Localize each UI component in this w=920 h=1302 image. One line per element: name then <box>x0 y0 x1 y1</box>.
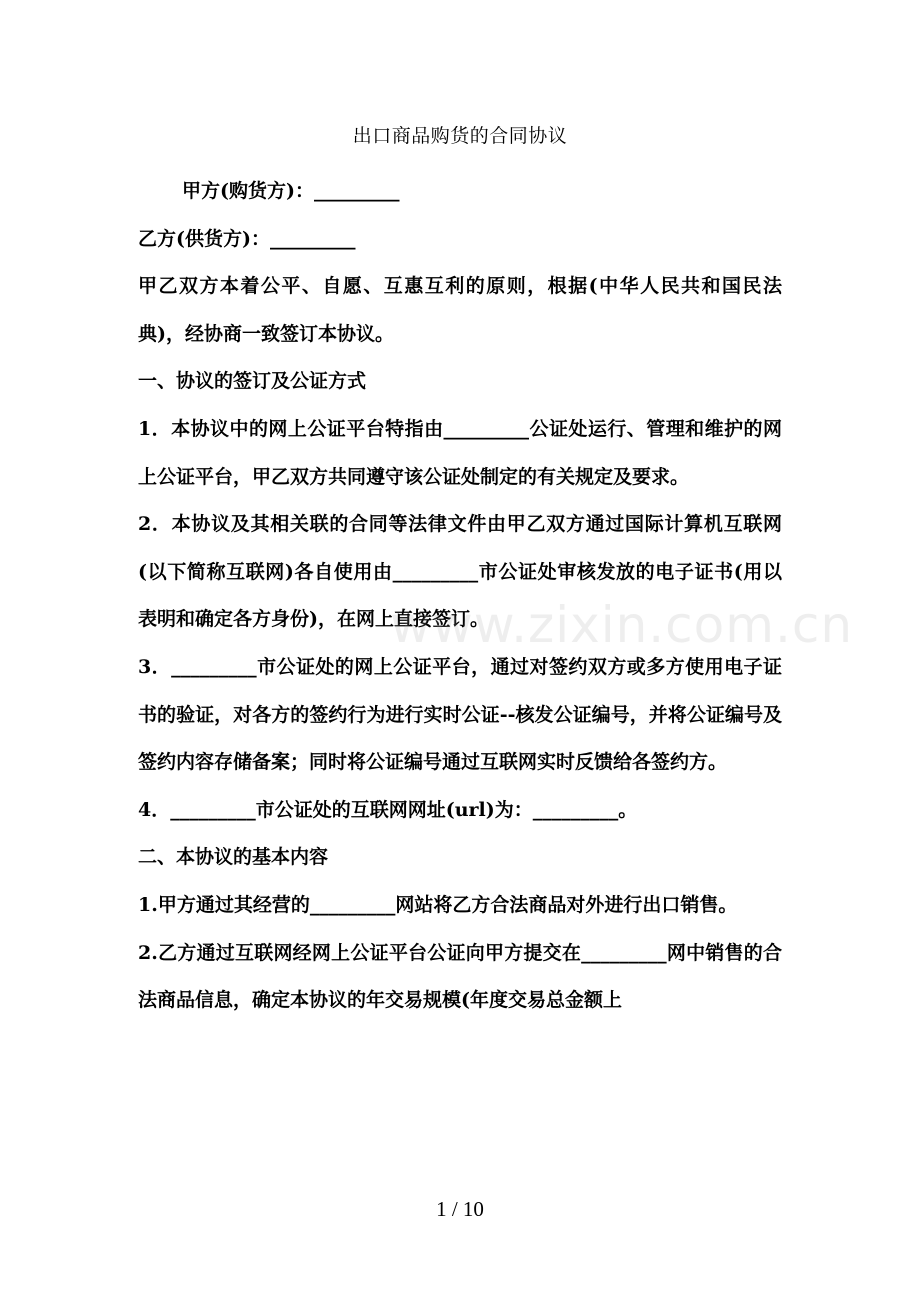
section-heading-1: 一、协议的签订及公证方式 <box>138 370 367 393</box>
document-body <box>138 168 782 1025</box>
watermark: www.zixin.com.cn <box>390 596 854 654</box>
clause-2-2: 2.乙方通过互联网经网上公证平台公证向甲方提交在_________网中销售的合法商品信息，确定本协议的年交易规模(年度交易总金额上 <box>138 941 782 1012</box>
section-heading-2: 二、本协议的基本内容 <box>138 846 329 869</box>
clause-1-2: 2．本协议及其相关联的合同等法律文件由甲乙双方通过国际计算机互联网(以下简称互联网)各自使用由_________市公证处审核发放的电子证书(用以表明和确定各方身份)，在网上直接签订。 <box>138 513 782 631</box>
clause-1-4: 4．_________市公证处的互联网网址(url)为：_________。 <box>138 798 638 821</box>
page-number: 1 / 10 <box>436 1197 484 1221</box>
party-b-line: 乙方(供货方)：_________ <box>138 227 356 250</box>
clause-1-1: 1．本协议中的网上公证平台特指由_________公证处运行、管理和维护的网上公证平台，甲乙双方共同遵守该公证处制定的有关规定及要求。 <box>138 417 782 488</box>
preamble-paragraph: 甲乙双方本着公平、自愿、互惠互利的原则，根据(中华人民共和国民法典)，经协商一致签订本协议。 <box>138 275 782 345</box>
party-a-line: 甲方(购货方)：_________ <box>182 180 400 202</box>
document-title: 出口商品购货的合同协议 <box>352 125 568 147</box>
clause-2-1: 1.甲方通过其经营的_________网站将乙方合法商品对外进行出口销售。 <box>138 893 738 916</box>
clause-1-3: 3．_________市公证处的网上公证平台，通过对签约双方或多方使用电子证书的验证，对各方的签约行为进行实时公证--核发公证编号，并将公证编号及签约内容存储备案；同时将公证编号通过互联网实时反馈给各签约方。 <box>138 655 782 774</box>
